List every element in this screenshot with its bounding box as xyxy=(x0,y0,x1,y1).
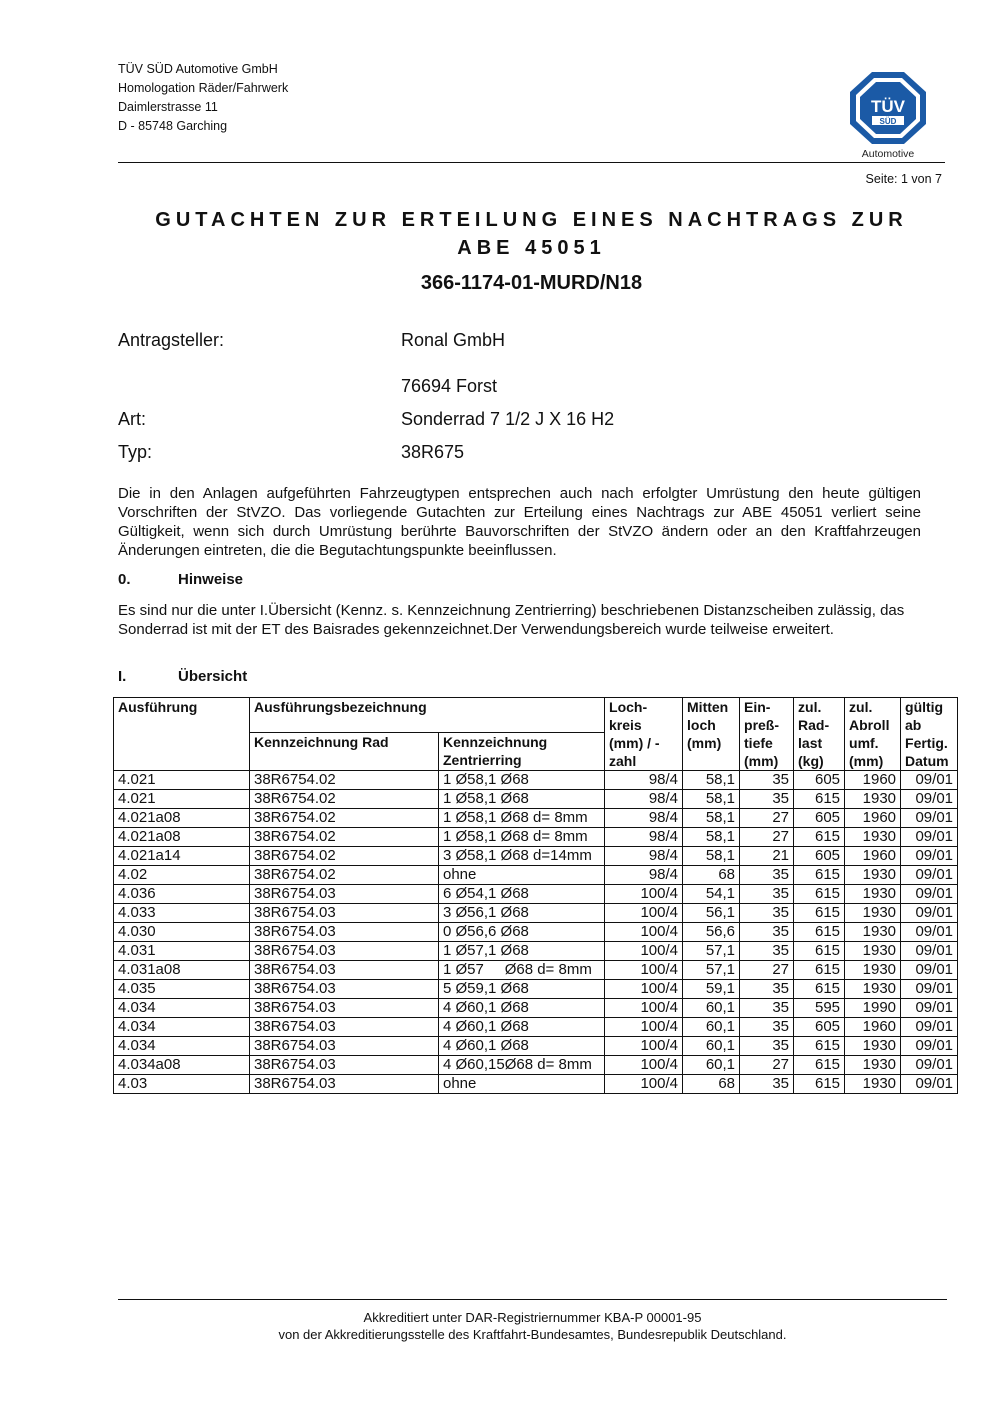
table-cell: 1930 xyxy=(845,1075,901,1094)
table-row xyxy=(114,961,958,980)
table-cell: 1 Ø57 Ø68 d= 8mm xyxy=(439,961,605,980)
table-cell: 4.02 xyxy=(114,866,250,885)
table-cell: 57,1 xyxy=(683,961,740,980)
table-row xyxy=(114,771,958,790)
table-cell: 100/4 xyxy=(605,999,683,1018)
table-cell: 27 xyxy=(740,1056,794,1075)
table-cell: 38R6754.02 xyxy=(250,790,439,809)
table-cell: 615 xyxy=(794,885,845,904)
table-cell: 58,1 xyxy=(683,809,740,828)
table-cell: 09/01 xyxy=(901,923,958,942)
table-cell: 1960 xyxy=(845,847,901,866)
table-cell: 615 xyxy=(794,1056,845,1075)
table-cell: 615 xyxy=(794,904,845,923)
table-cell: 1930 xyxy=(845,828,901,847)
table-cell: 0 Ø56,6 Ø68 xyxy=(439,923,605,942)
table-cell: 21 xyxy=(740,847,794,866)
header-abrollumfang: zul. Abroll umf. (mm) xyxy=(845,698,901,771)
table-cell: 09/01 xyxy=(901,790,958,809)
table-cell: 35 xyxy=(740,771,794,790)
typ-value: 38R675 xyxy=(401,442,465,462)
table-cell: 57,1 xyxy=(683,942,740,961)
table-cell: 615 xyxy=(794,828,845,847)
table-cell: 56,6 xyxy=(683,923,740,942)
table-cell: 35 xyxy=(740,885,794,904)
table-cell: 100/4 xyxy=(605,942,683,961)
art-value: Sonderrad 7 1/2 J X 16 H2 xyxy=(401,409,615,429)
table-cell: 59,1 xyxy=(683,980,740,999)
table-cell: 38R6754.02 xyxy=(250,809,439,828)
table-cell: 09/01 xyxy=(901,1056,958,1075)
table-cell: 4.021a14 xyxy=(114,847,250,866)
table-cell: 100/4 xyxy=(605,1018,683,1037)
page-number: Seite: 1 von 7 xyxy=(865,172,942,186)
applicant-label: Antragsteller: xyxy=(118,330,225,350)
table-row xyxy=(114,790,958,809)
table-cell: 4.031 xyxy=(114,942,250,961)
section-1-title: Übersicht xyxy=(178,668,248,685)
table-cell: 38R6754.02 xyxy=(250,771,439,790)
table-cell: 35 xyxy=(740,866,794,885)
title-line-1: GUTACHTEN ZUR ERTEILUNG EINES NACHTRAGS ZUR xyxy=(155,209,908,231)
table-cell: 4 Ø60,1 Ø68 xyxy=(439,1018,605,1037)
table-cell: 615 xyxy=(794,923,845,942)
logo-text-top: TÜV xyxy=(871,97,905,116)
table-cell: 1 Ø58,1 Ø68 xyxy=(439,790,605,809)
table-cell: 09/01 xyxy=(901,961,958,980)
table-cell: 1 Ø58,1 Ø68 xyxy=(439,771,605,790)
table-cell: 1930 xyxy=(845,1037,901,1056)
table-row xyxy=(114,1018,958,1037)
table-cell: 98/4 xyxy=(605,809,683,828)
table-cell: 615 xyxy=(794,961,845,980)
table-cell: 1930 xyxy=(845,790,901,809)
table-cell: 60,1 xyxy=(683,1056,740,1075)
table-cell: 38R6754.03 xyxy=(250,980,439,999)
table-cell: 35 xyxy=(740,790,794,809)
table-cell: 1 Ø57,1 Ø68 xyxy=(439,942,605,961)
table-cell: 4.021 xyxy=(114,771,250,790)
table-row xyxy=(114,847,958,866)
table-cell: 09/01 xyxy=(901,828,958,847)
table-cell: 1990 xyxy=(845,999,901,1018)
table-cell: 4.03 xyxy=(114,1075,250,1094)
document-number: 366-1174-01-MURD/N18 xyxy=(420,272,643,294)
table-cell: 35 xyxy=(740,1075,794,1094)
table-cell: 615 xyxy=(794,790,845,809)
table-cell: 38R6754.03 xyxy=(250,961,439,980)
table-cell: 605 xyxy=(794,771,845,790)
overview-table xyxy=(113,697,958,1094)
tuv-logo xyxy=(848,70,930,162)
logo-caption: Automotive xyxy=(861,148,915,160)
table-cell: 38R6754.03 xyxy=(250,999,439,1018)
table-cell: 1930 xyxy=(845,1056,901,1075)
table-cell: 27 xyxy=(740,809,794,828)
typ-label: Typ: xyxy=(118,442,153,462)
table-cell: 6 Ø54,1 Ø68 xyxy=(439,885,605,904)
table-cell: 98/4 xyxy=(605,866,683,885)
table-row xyxy=(114,1056,958,1075)
header-radlast: zul. Rad-last (kg) xyxy=(794,698,845,771)
table-cell: 38R6754.02 xyxy=(250,866,439,885)
section-0-number: 0. xyxy=(118,571,131,588)
table-cell: 1 Ø58,1 Ø68 d= 8mm xyxy=(439,809,605,828)
header-address xyxy=(118,60,288,136)
table-row xyxy=(114,1037,958,1056)
table-cell: 5 Ø59,1 Ø68 xyxy=(439,980,605,999)
art-label: Art: xyxy=(118,409,147,429)
header-lochkreis: Loch-kreis (mm) / -zahl xyxy=(605,698,683,771)
header-kennz-rad: Kennzeichnung Rad xyxy=(250,733,439,771)
intro-paragraph: Die in den Anlagen aufgeführten Fahrzeugtypen entsprechen auch nach erfolgter Umrüstung den heute gültigen Vorschriften der StVZO. Das vorliegende Gutachten zur Erteilung eines Nachtrags zur ABE 45051 verliert seine Gültigkeit, wenn sich durch Umrüstung berührte Bauvorschriften der StVZO ändern oder an den Kraftfahrzeugen Änderungen eintreten, die die Begutachtungspunkte beeinflussen. xyxy=(118,485,921,559)
table-cell: 615 xyxy=(794,980,845,999)
table-cell: 38R6754.02 xyxy=(250,828,439,847)
table-row xyxy=(114,1075,958,1094)
table-cell: 68 xyxy=(683,866,740,885)
header-bezeichnung: Ausführungsbezeichnung xyxy=(250,698,605,733)
table-cell: 4.035 xyxy=(114,980,250,999)
table-cell: 27 xyxy=(740,961,794,980)
address-line: Daimlerstrasse 11 xyxy=(118,100,218,114)
header-einpresstiefe: Ein-preß-tiefe (mm) xyxy=(740,698,794,771)
table-cell: 98/4 xyxy=(605,771,683,790)
table-cell: 68 xyxy=(683,1075,740,1094)
table-cell: 4 Ø60,1 Ø68 xyxy=(439,999,605,1018)
table-cell: 1960 xyxy=(845,1018,901,1037)
table-cell: 4.033 xyxy=(114,904,250,923)
table-cell: 56,1 xyxy=(683,904,740,923)
table-cell: 100/4 xyxy=(605,904,683,923)
table-cell: 38R6754.03 xyxy=(250,904,439,923)
table-cell: 38R6754.03 xyxy=(250,1037,439,1056)
address-line: TÜV SÜD Automotive GmbH xyxy=(118,62,278,76)
table-cell: 09/01 xyxy=(901,866,958,885)
table-cell: 38R6754.03 xyxy=(250,1018,439,1037)
table-cell: 4.030 xyxy=(114,923,250,942)
table-cell: 09/01 xyxy=(901,771,958,790)
table-row xyxy=(114,828,958,847)
table-cell: 09/01 xyxy=(901,1018,958,1037)
table-cell: 4.021a08 xyxy=(114,809,250,828)
table-cell: 58,1 xyxy=(683,771,740,790)
table-cell: 615 xyxy=(794,1037,845,1056)
table-cell: 38R6754.03 xyxy=(250,1056,439,1075)
table-cell: 4.034a08 xyxy=(114,1056,250,1075)
table-row xyxy=(114,904,958,923)
table-row xyxy=(114,980,958,999)
table-cell: 60,1 xyxy=(683,1037,740,1056)
address-line: D - 85748 Garching xyxy=(118,119,228,133)
table-cell: 09/01 xyxy=(901,809,958,828)
table-cell: 100/4 xyxy=(605,1075,683,1094)
table-cell: ohne xyxy=(439,1075,605,1094)
table-cell: 100/4 xyxy=(605,961,683,980)
table-row xyxy=(114,923,958,942)
table-cell: 38R6754.02 xyxy=(250,847,439,866)
table-row xyxy=(114,866,958,885)
table-cell: 4.021a08 xyxy=(114,828,250,847)
table-cell: 1930 xyxy=(845,961,901,980)
table-cell: 100/4 xyxy=(605,885,683,904)
table-cell: 09/01 xyxy=(901,847,958,866)
table-cell: 100/4 xyxy=(605,1037,683,1056)
header-kennz-zentrierring: Kennzeichnung Zentrierring xyxy=(439,733,605,771)
table-cell: 54,1 xyxy=(683,885,740,904)
table-cell: 4.034 xyxy=(114,1037,250,1056)
table-cell: 35 xyxy=(740,1037,794,1056)
table-cell: 100/4 xyxy=(605,1056,683,1075)
table-cell: 1960 xyxy=(845,809,901,828)
table-cell: 1930 xyxy=(845,942,901,961)
table-cell: 58,1 xyxy=(683,847,740,866)
table-cell: 1930 xyxy=(845,904,901,923)
table-cell: 100/4 xyxy=(605,923,683,942)
table-cell: 615 xyxy=(794,942,845,961)
table-cell: 1930 xyxy=(845,885,901,904)
document-title xyxy=(118,206,945,262)
table-cell: 09/01 xyxy=(901,885,958,904)
footer-divider xyxy=(118,1299,947,1300)
table-cell: 09/01 xyxy=(901,942,958,961)
header-mittenloch: Mitten loch (mm) xyxy=(683,698,740,771)
footer xyxy=(118,1309,947,1343)
section-1-number: I. xyxy=(118,668,127,685)
table-cell: 98/4 xyxy=(605,790,683,809)
table-cell: 35 xyxy=(740,904,794,923)
table-cell: 98/4 xyxy=(605,828,683,847)
table-cell: 27 xyxy=(740,828,794,847)
table-cell: 4 Ø60,1 Ø68 xyxy=(439,1037,605,1056)
table-cell: 4.034 xyxy=(114,1018,250,1037)
address-line: Homologation Räder/Fahrwerk xyxy=(118,81,289,95)
table-cell: 1 Ø58,1 Ø68 d= 8mm xyxy=(439,828,605,847)
table-cell: 100/4 xyxy=(605,980,683,999)
section-0-title: Hinweise xyxy=(178,571,244,588)
table-cell: 35 xyxy=(740,1018,794,1037)
hinweise-paragraph: Es sind nur die unter I.Übersicht (Kennz. s. Kennzeichnung Zentrierring) beschriebenen Distanzscheiben zulässig, das Sonderrad ist mit der ET des Baisrades gekennzeichnet.Der Verwendungsbereich wurde teilweise erweitert. xyxy=(118,602,905,638)
table-cell: 09/01 xyxy=(901,904,958,923)
table-cell: 38R6754.03 xyxy=(250,1075,439,1094)
table-cell: 98/4 xyxy=(605,847,683,866)
table-cell: 595 xyxy=(794,999,845,1018)
table-cell: 1960 xyxy=(845,771,901,790)
table-cell: 4 Ø60,15Ø68 d= 8mm xyxy=(439,1056,605,1075)
table-cell: 58,1 xyxy=(683,790,740,809)
table-cell: 35 xyxy=(740,923,794,942)
tuv-octagon-icon xyxy=(848,70,928,146)
table-cell: 615 xyxy=(794,866,845,885)
table-cell: 4.036 xyxy=(114,885,250,904)
table-cell: 1930 xyxy=(845,980,901,999)
table-cell: 4.021 xyxy=(114,790,250,809)
table-body xyxy=(114,771,958,1094)
table-cell: 615 xyxy=(794,1075,845,1094)
table-cell: 35 xyxy=(740,942,794,961)
table-cell: ohne xyxy=(439,866,605,885)
header-ausfuehrung: Ausführung xyxy=(114,698,250,771)
table-cell: 60,1 xyxy=(683,999,740,1018)
table-cell: 605 xyxy=(794,1018,845,1037)
table-cell: 09/01 xyxy=(901,999,958,1018)
table-cell: 3 Ø56,1 Ø68 xyxy=(439,904,605,923)
table-cell: 09/01 xyxy=(901,980,958,999)
applicant-value: Ronal GmbH xyxy=(401,330,506,350)
table-cell: 4.031a08 xyxy=(114,961,250,980)
table-cell: 605 xyxy=(794,809,845,828)
table-cell: 38R6754.03 xyxy=(250,923,439,942)
footer-line-1: Akkreditiert unter DAR-Registriernummer KBA-P 00001-95 xyxy=(363,1310,702,1325)
title-line-2: ABE 45051 xyxy=(457,237,606,259)
logo-text-bottom: SÜD xyxy=(879,117,897,126)
table-cell: 60,1 xyxy=(683,1018,740,1037)
table-cell: 09/01 xyxy=(901,1037,958,1056)
table-row xyxy=(114,942,958,961)
table-cell: 605 xyxy=(794,847,845,866)
table-cell: 35 xyxy=(740,980,794,999)
table-cell: 58,1 xyxy=(683,828,740,847)
table-cell: 3 Ø58,1 Ø68 d=14mm xyxy=(439,847,605,866)
table-cell: 1930 xyxy=(845,923,901,942)
table-cell: 38R6754.03 xyxy=(250,885,439,904)
table-cell: 35 xyxy=(740,999,794,1018)
table-cell: 38R6754.03 xyxy=(250,942,439,961)
table-cell: 09/01 xyxy=(901,1075,958,1094)
applicant-city: 76694 Forst xyxy=(401,376,498,396)
header-gueltig: gültig ab Fertig. Datum xyxy=(901,698,958,771)
footer-line-2: von der Akkreditierungsstelle des Kraftfahrt-Bundesamtes, Bundesrepublik Deutschland. xyxy=(278,1327,787,1342)
table-row xyxy=(114,999,958,1018)
table-cell: 4.034 xyxy=(114,999,250,1018)
table-row xyxy=(114,885,958,904)
table-row xyxy=(114,809,958,828)
table-cell: 1930 xyxy=(845,866,901,885)
header-divider xyxy=(118,162,945,163)
